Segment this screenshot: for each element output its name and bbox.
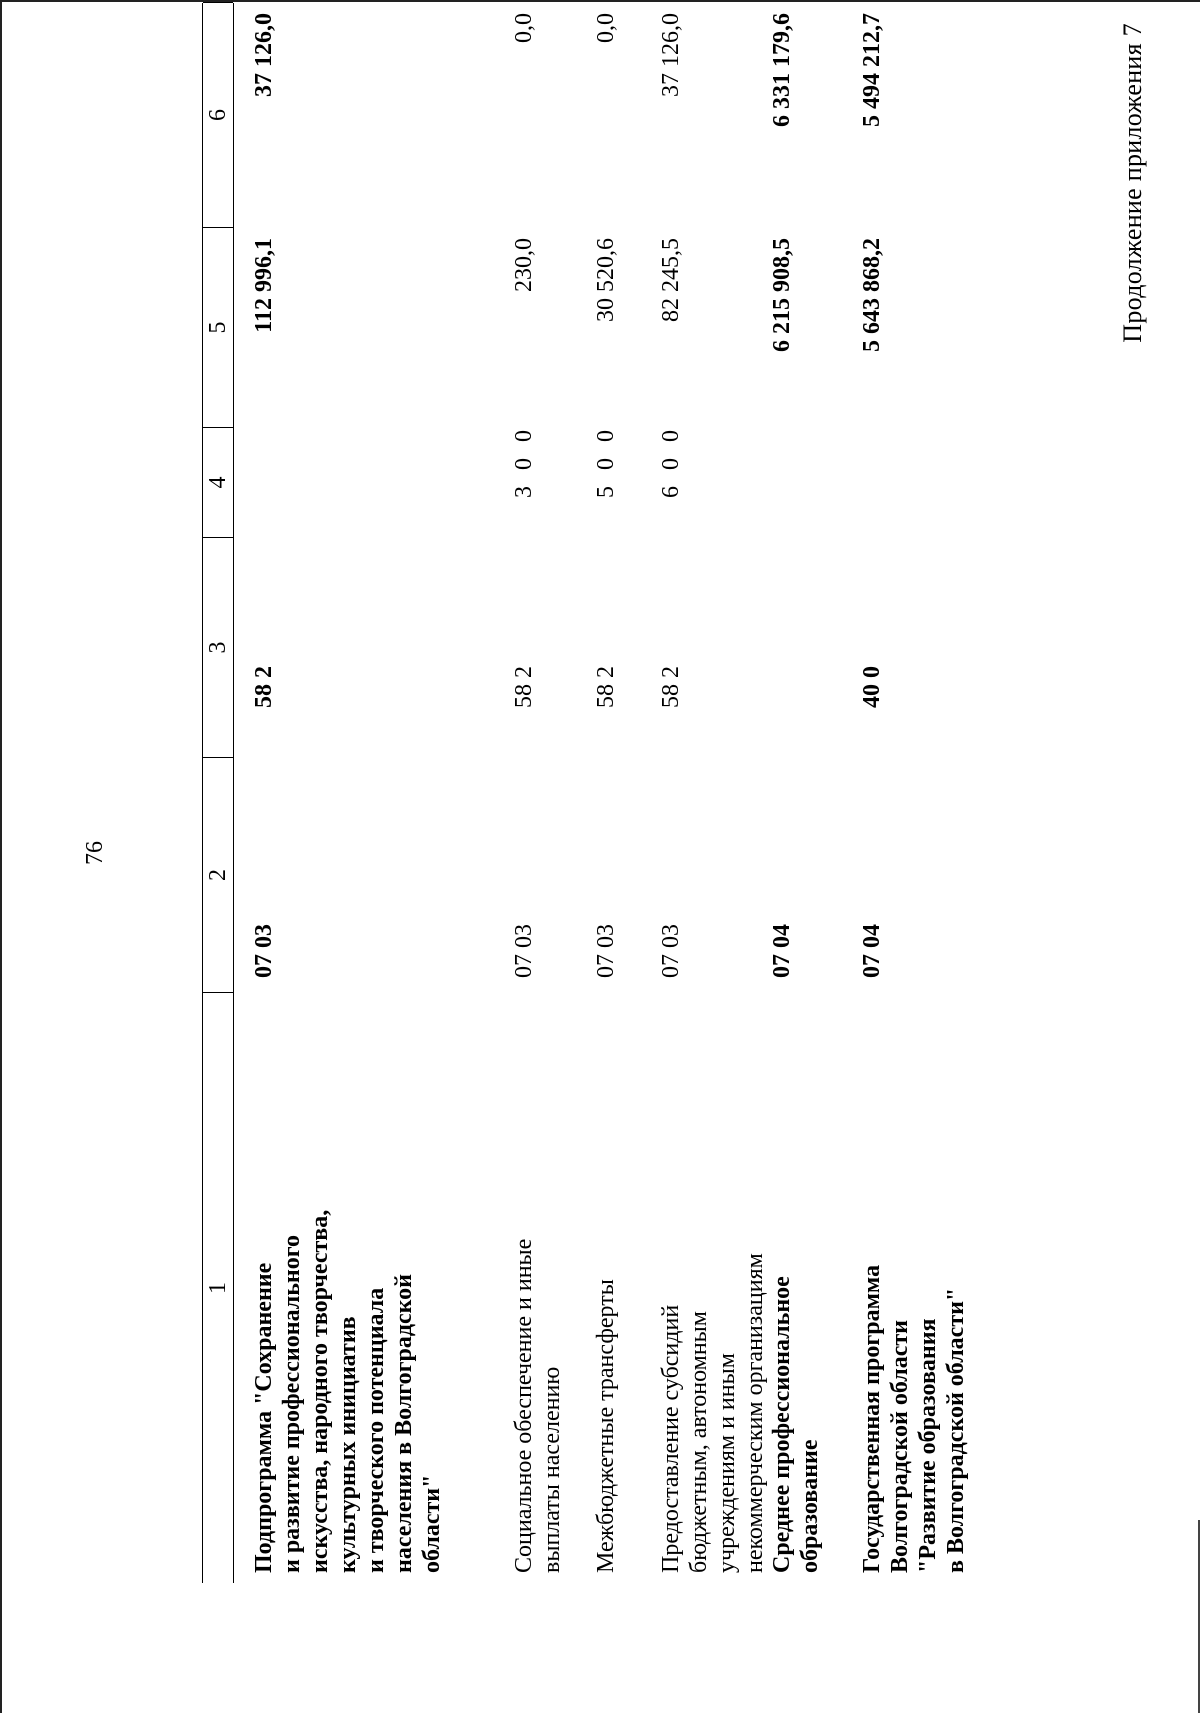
row-name-line: искусства, народного творчества, [307, 1209, 333, 1573]
row-name-line: образование [797, 1439, 823, 1573]
row-name [768, 1013, 824, 1573]
row-amount-col7 [768, 0, 796, 103]
row-name-line: культурных инициатив [335, 1316, 361, 1573]
header-col-7 [203, 0, 233, 3]
row-amount-col6: 0,0 [511, 13, 537, 43]
table-header [202, 3, 234, 1583]
row-name-line: Государственная программа [859, 1264, 885, 1573]
page-number: 76 [82, 841, 108, 865]
budget-table [202, 3, 969, 1583]
header-col-3: 3 [203, 538, 233, 758]
row-amount-col5: 6 215 908,5 [769, 238, 795, 352]
row-section: 07 03 [251, 924, 277, 978]
row-amount-col7 [858, 0, 886, 103]
row-amount-col5: 30 520,6 [593, 238, 619, 322]
header-col-6: 6 [203, 3, 233, 228]
row-name-line: и развитие профессионального [279, 1234, 305, 1573]
row-name-line: учреждениям и иным [714, 1353, 740, 1573]
row-name-line: Предоставление субсидий [658, 1304, 684, 1573]
row-program: 58 2 [251, 666, 277, 708]
row-amount-col6: 37 126,0 [251, 13, 277, 97]
row-name [657, 1013, 769, 1573]
header-col-4: 4 [203, 428, 233, 538]
header-col-5: 5 [203, 228, 233, 428]
row-name-line: выплаты населению [539, 1366, 565, 1573]
row-amount-col5: 5 643 868,2 [859, 238, 885, 352]
row-program: 58 2 [593, 666, 619, 708]
row-amount-col6: 6 331 179,6 [769, 13, 795, 127]
row-program: 58 2 [658, 666, 684, 708]
row-amount-col6: 5 494 212,7 [859, 13, 885, 127]
row-expense-type: 6 0 0 [658, 425, 684, 498]
row-amount-col6: 37 126,0 [658, 13, 684, 97]
row-name [250, 1013, 446, 1573]
row-section: 07 03 [593, 924, 619, 978]
row-name-line: Социальное обеспечение и иные [511, 1238, 537, 1573]
row-name-line: Волгоградской области [887, 1320, 913, 1573]
row-program: 58 2 [511, 666, 537, 708]
row-amount-col7 [657, 0, 685, 103]
row-name [592, 1013, 620, 1573]
row-section: 07 03 [658, 924, 684, 978]
header-col-1: 1 [205, 1282, 231, 1294]
row-name-line: бюджетным, автономным [686, 1311, 712, 1573]
row-name-line: в Волгоградской области" [943, 1287, 969, 1573]
row-name [510, 1013, 566, 1573]
continuation-note: Продолжение приложения 7 [1118, 23, 1147, 343]
row-amount-col5: 112 996,1 [251, 238, 277, 333]
row-expense-type: 5 0 0 [593, 425, 619, 498]
row-section: 07 04 [769, 924, 795, 978]
row-section: 07 04 [859, 924, 885, 978]
row-amount-col7 [250, 0, 278, 103]
row-name-line: области" [419, 1474, 445, 1573]
row-expense-type: 3 0 0 [511, 425, 537, 498]
row-amount-col7 [510, 0, 538, 103]
row-amount-col7 [592, 0, 620, 103]
row-name-line: Подпрограмма "Сохранение [251, 1262, 277, 1573]
row-name-line: населения в Волгоградской [391, 1274, 417, 1573]
row-program: 40 0 [859, 666, 885, 708]
row-name-line: и творческого потенциала [363, 1287, 389, 1573]
row-amount-col5: 230,0 [511, 238, 537, 292]
row-name-line: Среднее профессиональное [769, 1276, 795, 1573]
row-amount-col6: 0,0 [593, 13, 619, 43]
row-section: 07 03 [511, 924, 537, 978]
row-name-line: "Развитие образования [915, 1318, 941, 1573]
row-name [858, 1013, 970, 1573]
row-name-line: Межбюджетные трансферты [593, 1279, 619, 1573]
row-amount-col5: 82 245,5 [658, 238, 684, 322]
row-name-line: некоммерческим организациям [742, 1253, 768, 1573]
header-col-2: 2 [203, 758, 233, 993]
